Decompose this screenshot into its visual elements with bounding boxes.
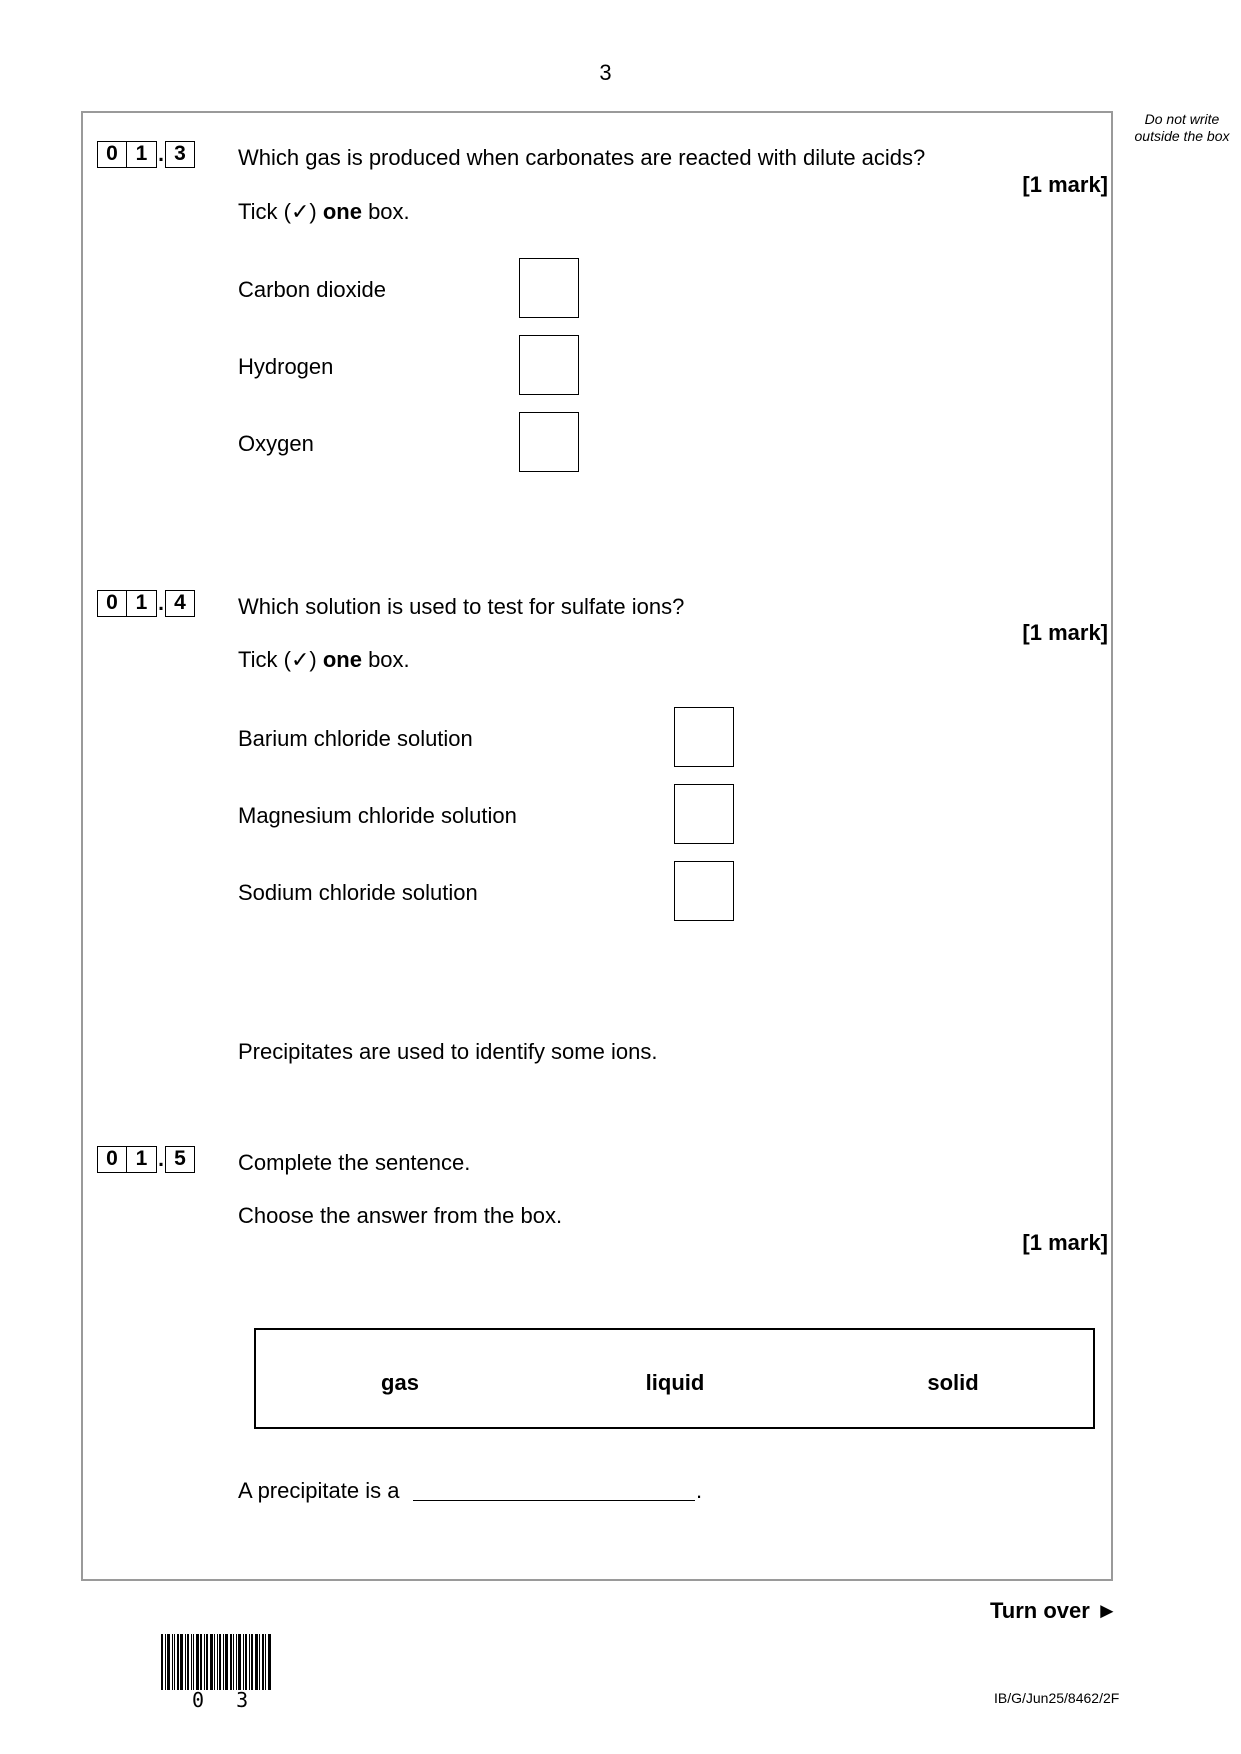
option-label-magnesium-chloride: Magnesium chloride solution <box>238 803 517 828</box>
instruction-complete-sentence: Complete the sentence. <box>238 1150 471 1175</box>
question-number-01-5 <box>97 1146 195 1173</box>
option-label-barium-chloride: Barium chloride solution <box>238 726 473 751</box>
margin-note: Do not write outside the box <box>1134 111 1230 144</box>
qnum-dot: . <box>158 1148 164 1171</box>
instruction-choose-answer: Choose the answer from the box. <box>238 1203 563 1228</box>
qnum-digit: 1 <box>127 141 157 168</box>
qnum-dot: . <box>158 592 164 615</box>
tick-instruction-01-3 <box>238 199 410 225</box>
qnum-digit: 1 <box>127 590 157 617</box>
tick-box-oxygen[interactable] <box>519 412 579 472</box>
tick-box-magnesium-chloride[interactable] <box>674 784 734 844</box>
tick-bold: one <box>322 199 362 224</box>
tick-box-carbon-dioxide[interactable] <box>519 258 579 318</box>
marks-01-3: [1 mark] <box>1022 172 1108 197</box>
option-label-sodium-chloride: Sodium chloride solution <box>238 880 478 905</box>
answer-choice-box <box>254 1328 1095 1429</box>
paper-reference: IB/G/Jun25/8462/2F <box>994 1690 1120 1706</box>
tick-box-hydrogen[interactable] <box>519 335 579 395</box>
qnum-digit: 4 <box>165 590 195 617</box>
tick-bold: one <box>322 647 362 672</box>
marks-01-4: [1 mark] <box>1022 620 1108 645</box>
tick-pre: Tick (✓) <box>238 199 323 224</box>
choice-gas: gas <box>381 1370 419 1395</box>
question-text-01-3: Which gas is produced when carbonates are reacted with dilute acids? <box>238 145 926 170</box>
answer-line[interactable] <box>413 1500 695 1501</box>
question-text-01-4: Which solution is used to test for sulfate ions? <box>238 594 685 619</box>
qnum-digit: 0 <box>97 141 127 168</box>
tick-pre: Tick (✓) <box>238 647 323 672</box>
qnum-digit: 5 <box>165 1146 195 1173</box>
tick-box-barium-chloride[interactable] <box>674 707 734 767</box>
marks-01-5: [1 mark] <box>1022 1230 1108 1255</box>
question-number-01-3 <box>97 141 195 168</box>
qnum-digit: 1 <box>127 1146 157 1173</box>
option-label-carbon-dioxide: Carbon dioxide <box>238 277 386 302</box>
qnum-digit: 0 <box>97 590 127 617</box>
option-label-oxygen: Oxygen <box>238 431 314 456</box>
qnum-digit: 0 <box>97 1146 127 1173</box>
sentence-end: . <box>696 1478 703 1503</box>
barcode-graphic <box>161 1634 276 1690</box>
page-number: 3 <box>599 60 612 85</box>
choice-solid: solid <box>927 1370 979 1395</box>
option-label-hydrogen: Hydrogen <box>238 354 334 379</box>
qnum-digit: 3 <box>165 141 195 168</box>
tick-instruction-01-4 <box>238 647 410 673</box>
question-number-01-4 <box>97 590 195 617</box>
sentence-start: A precipitate is a <box>238 1478 400 1503</box>
choice-liquid: liquid <box>645 1370 705 1395</box>
barcode-digits: 0 3 <box>192 1688 259 1712</box>
precipitates-intro: Precipitates are used to identify some ions. <box>238 1039 658 1064</box>
turn-over-label: Turn over ► <box>990 1598 1118 1623</box>
tick-post: box. <box>361 647 410 672</box>
tick-box-sodium-chloride[interactable] <box>674 861 734 921</box>
qnum-dot: . <box>158 143 164 166</box>
tick-post: box. <box>361 199 410 224</box>
